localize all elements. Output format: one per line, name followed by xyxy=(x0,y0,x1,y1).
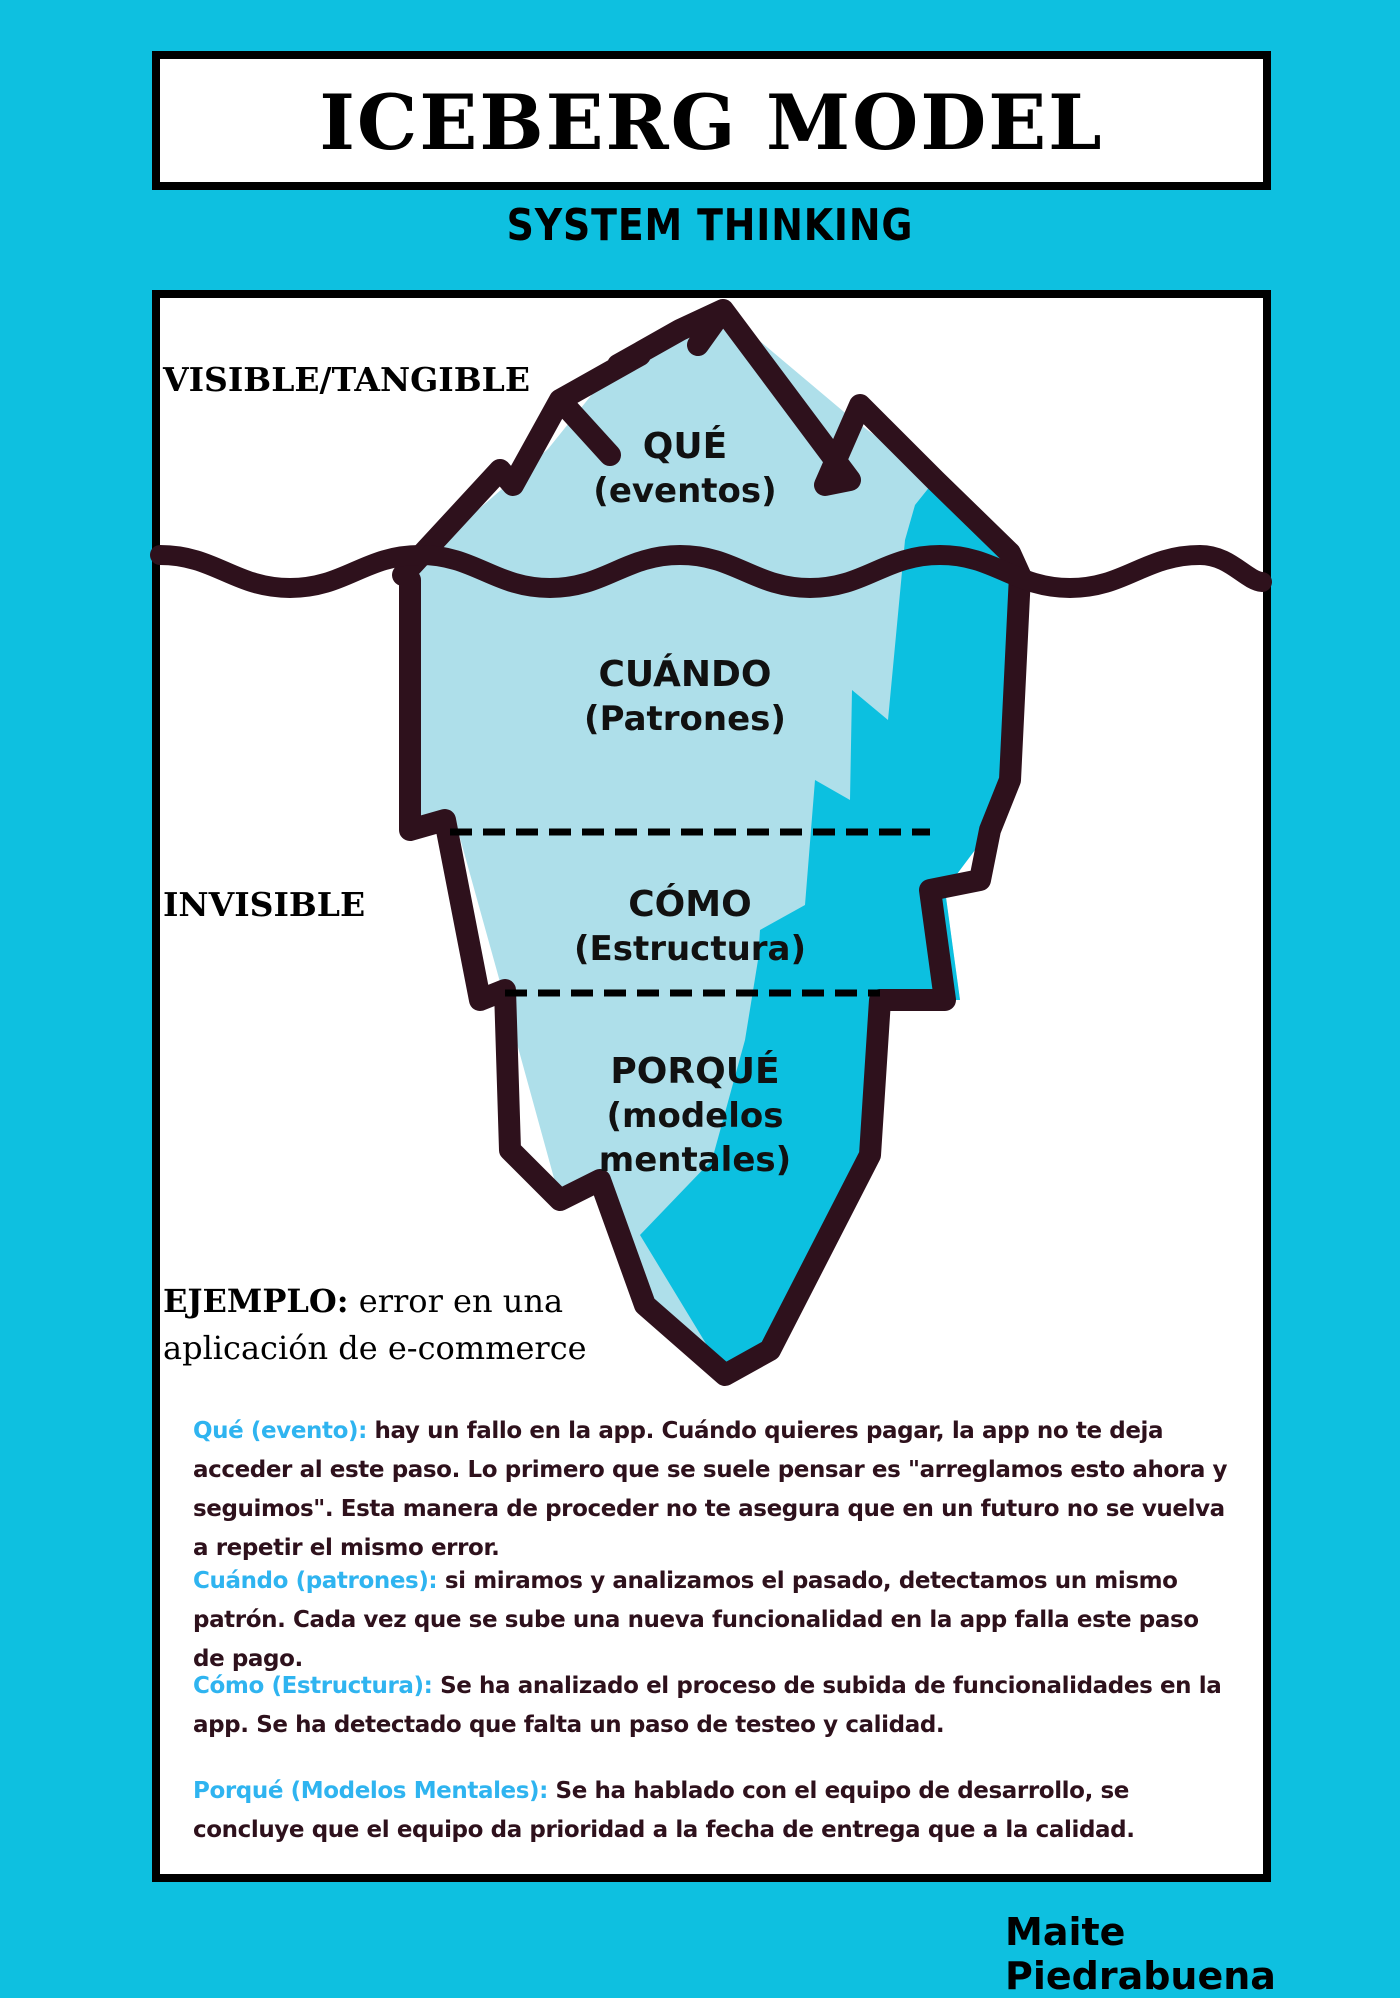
page-title: ICEBERG MODEL xyxy=(319,78,1104,167)
zone-label-invisible: INVISIBLE xyxy=(163,885,366,924)
description-structure-key: Cómo (Estructura): xyxy=(193,1673,433,1699)
example-line1: error en una xyxy=(348,1282,564,1320)
example-label: EJEMPLO: xyxy=(163,1282,349,1320)
level-patterns xyxy=(560,653,810,741)
description-mental-models xyxy=(193,1772,1233,1850)
description-events xyxy=(193,1412,1233,1568)
description-events-text: hay un fallo en la app. Cuándo quieres pagar, la app no te deja acceder al este paso. Lo primero que se suele pensar es "arreglamos esto ahora y seguimos". Esta manera de proceder no te asegura que en un futuro no se vuelva a repetir el mismo error. xyxy=(193,1418,1228,1561)
example-heading xyxy=(163,1278,587,1372)
description-patterns xyxy=(193,1562,1233,1679)
subtitle: SYSTEM THINKING xyxy=(506,200,914,251)
zone-label-visible: VISIBLE/TANGIBLE xyxy=(163,360,530,399)
level-events-subtitle: (eventos) xyxy=(593,471,777,511)
level-structure-title: CÓMO xyxy=(628,884,752,925)
example-line2: aplicación de e-commerce xyxy=(163,1329,587,1367)
level-mental-models xyxy=(520,1050,870,1182)
description-patterns-key: Cuándo (patrones): xyxy=(193,1568,438,1594)
author-name: Maite Piedrabuena xyxy=(1005,1910,1276,1998)
level-structure xyxy=(560,883,820,971)
description-patterns-text: si miramos y analizamos el pasado, detectamos un mismo patrón. Cada vez que se sube una nueva funcionalidad en la app falla este paso de pago. xyxy=(193,1568,1199,1672)
level-patterns-title: CUÁNDO xyxy=(598,654,772,695)
level-mental-models-subtitle: (modelos mentales) xyxy=(598,1096,792,1180)
level-mental-models-title: PORQUÉ xyxy=(610,1051,780,1092)
description-events-key: Qué (evento): xyxy=(193,1418,367,1444)
description-mental-models-text: Se ha hablado con el equipo de desarrollo, se concluye que el equipo da prioridad a la fecha de entrega que a la calidad. xyxy=(193,1778,1135,1843)
level-events-title: QUÉ xyxy=(642,426,728,467)
level-structure-subtitle: (Estructura) xyxy=(573,929,807,969)
description-structure xyxy=(193,1667,1233,1745)
description-structure-text: Se ha analizado el proceso de subida de funcionalidades en la app. Se ha detectado que falta un paso de testeo y calidad. xyxy=(193,1673,1222,1738)
level-events xyxy=(560,425,810,513)
level-patterns-subtitle: (Patrones) xyxy=(584,699,786,739)
description-mental-models-key: Porqué (Modelos Mentales): xyxy=(193,1778,548,1804)
